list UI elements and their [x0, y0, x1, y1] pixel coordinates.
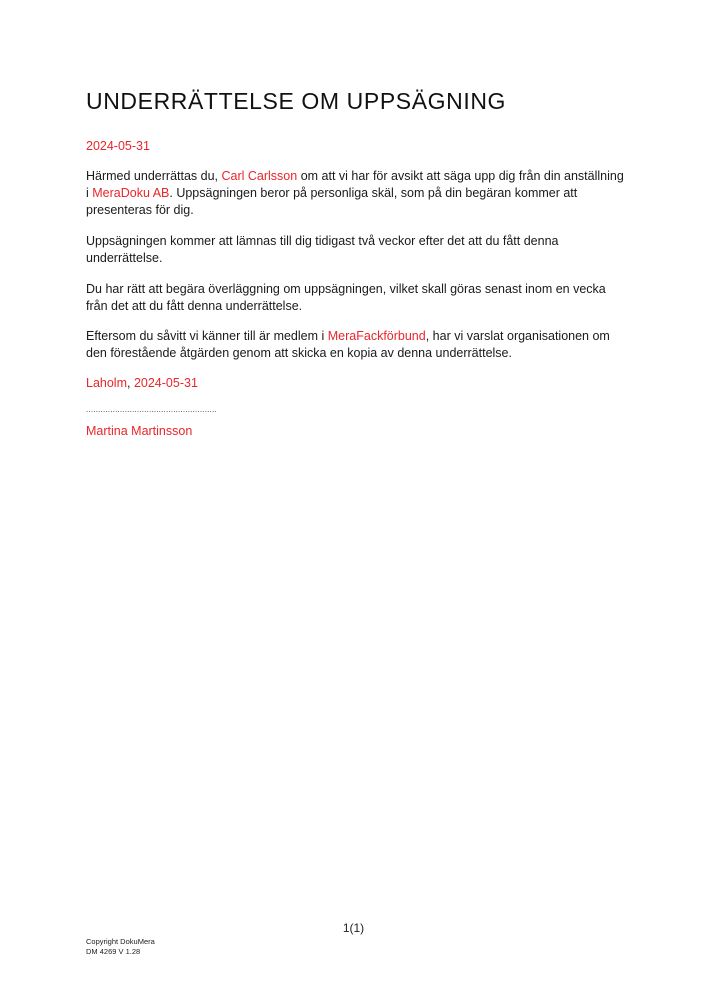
paragraph-notice-tail: . Uppsägningen beror på personliga skäl, som på din begäran kommer att presenteras för dig.	[86, 186, 578, 217]
paragraph-union	[86, 328, 626, 362]
paragraph-consultation: Du har rätt att begära överläggning om uppsägningen, vilket skall göras senast inom en vecka från det att du fått denna underrättelse.	[86, 282, 606, 313]
place-separator: ,	[127, 376, 134, 390]
paragraph-timing: Uppsägningen kommer att lämnas till dig tidigast två veckor efter det att du fått denna underrättelse.	[86, 234, 559, 265]
signer-name: Martina Martinsson	[86, 424, 193, 438]
copyright-text: Copyright DokuMera	[86, 937, 155, 946]
document-title: UNDERRÄTTELSE OM UPPSÄGNING	[86, 88, 507, 114]
signature-line: ......................................................	[86, 405, 217, 414]
paragraph-union-lead: Eftersom du såvitt vi känner till är medlem i	[86, 329, 328, 343]
signing-place: Laholm	[86, 376, 127, 390]
document-date: 2024-05-31	[86, 139, 150, 153]
signing-date: 2024-05-31	[133, 376, 198, 390]
employee-name: Carl Carlsson	[221, 169, 298, 183]
place-and-date	[86, 376, 198, 390]
page-number: 1(1)	[342, 921, 365, 935]
footer	[86, 937, 155, 957]
company-name: MeraDoku AB	[92, 186, 170, 200]
paragraph-notice-mid: om att vi har för avsikt att säga upp dig från din anställning i	[86, 169, 624, 200]
paragraph-notice	[86, 168, 626, 219]
union-name: MeraFackförbund	[327, 329, 426, 343]
document-id: DM 4269 V 1.28	[86, 947, 141, 956]
paragraph-union-tail: , har vi varslat organisationen om den förestående åtgärden genom att skicka en kopia av denna underrättelse.	[86, 329, 610, 360]
paragraph-notice-lead: Härmed underrättas du,	[86, 169, 222, 183]
